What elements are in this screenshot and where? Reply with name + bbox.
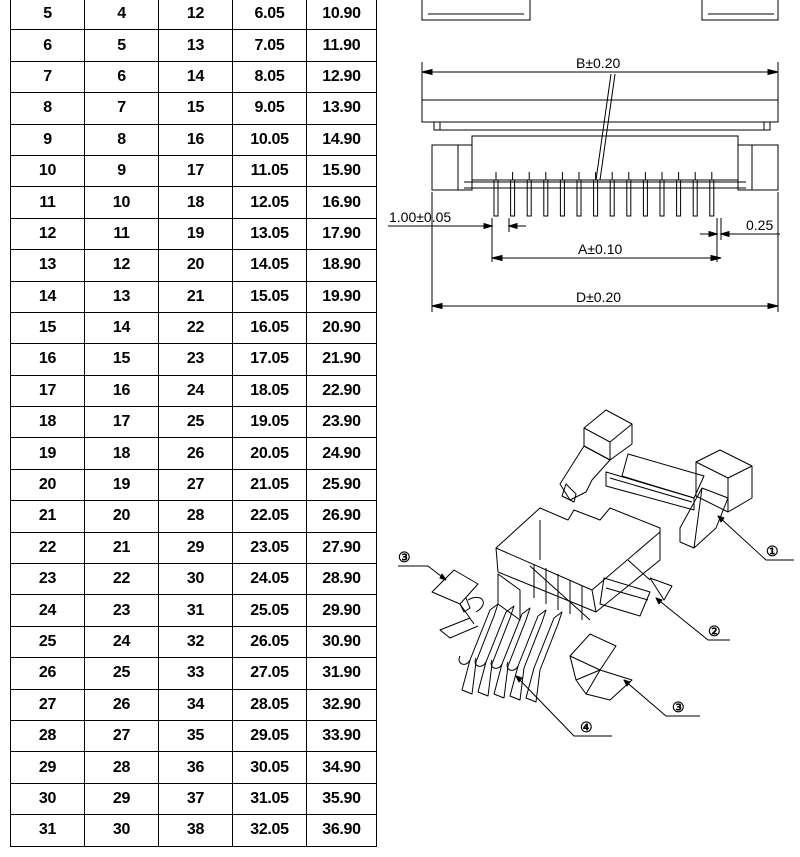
table-cell: 10.05	[233, 124, 307, 155]
table-cell: 15.05	[233, 281, 307, 312]
table-cell: 19	[85, 469, 159, 500]
table-cell: 27.90	[307, 532, 377, 563]
table-cell: 20	[85, 501, 159, 532]
table-cell: 20	[159, 250, 233, 281]
table-cell: 27	[11, 689, 85, 720]
leader-lines	[398, 516, 794, 736]
contact-pin	[594, 180, 598, 216]
table-cell: 24	[85, 626, 159, 657]
table-cell: 30.90	[307, 626, 377, 657]
table-cell: 22	[85, 564, 159, 595]
table-cell: 14.90	[307, 124, 377, 155]
table-cell: 31	[159, 595, 233, 626]
table-cell: 32	[159, 626, 233, 657]
callout-contacts: ④	[580, 720, 593, 736]
table-cell: 31.90	[307, 658, 377, 689]
contact-pin	[677, 180, 681, 216]
dim-b-label: B±0.20	[576, 55, 621, 71]
table-cell: 34.90	[307, 752, 377, 783]
table-cell: 9	[11, 124, 85, 155]
callout-housing: ①	[766, 544, 779, 560]
table-cell: 26	[85, 689, 159, 720]
table-cell: 7	[11, 61, 85, 92]
table-cell: 25	[11, 626, 85, 657]
table-cell: 18	[159, 187, 233, 218]
table-cell: 8.05	[233, 61, 307, 92]
table-cell: 20	[11, 469, 85, 500]
table-cell: 25	[85, 658, 159, 689]
part-tab-right	[570, 634, 632, 700]
table-cell: 23.90	[307, 407, 377, 438]
table-cell: 31	[11, 815, 85, 846]
table-cell: 19	[11, 438, 85, 469]
table-cell: 16.90	[307, 187, 377, 218]
dimension-a	[492, 241, 721, 261]
table-cell: 20.90	[307, 312, 377, 343]
contact-pin	[627, 180, 631, 216]
table-cell: 18.90	[307, 250, 377, 281]
callout-slider: ②	[708, 624, 721, 640]
table-cell: 21	[159, 281, 233, 312]
table-cell: 33	[159, 658, 233, 689]
table-cell: 29	[85, 783, 159, 814]
contact-pins	[494, 172, 714, 216]
dim-pin-width-label: 0.25	[746, 217, 774, 233]
table-cell: 12	[159, 0, 233, 30]
table-cell: 36.90	[307, 815, 377, 846]
table-cell: 13	[85, 281, 159, 312]
table-cell: 27	[159, 469, 233, 500]
table-cell: 25.90	[307, 469, 377, 500]
table-cell: 23.05	[233, 532, 307, 563]
table-cell: 28	[85, 752, 159, 783]
table-cell: 12.05	[233, 187, 307, 218]
contact-pin	[610, 180, 614, 216]
table-cell: 29	[159, 532, 233, 563]
contact-pin	[560, 180, 564, 216]
table-cell: 13.05	[233, 218, 307, 249]
table-cell: 21	[11, 501, 85, 532]
table-cell: 18	[85, 438, 159, 469]
contact-pin	[511, 180, 515, 216]
table-cell: 17.05	[233, 344, 307, 375]
table-cell: 17	[85, 407, 159, 438]
contact-pin	[577, 180, 581, 216]
table-cell: 30	[159, 564, 233, 595]
table-cell: 28	[11, 720, 85, 751]
table-cell: 26.05	[233, 626, 307, 657]
contact-pin	[643, 180, 647, 216]
table-cell: 30	[11, 783, 85, 814]
table-cell: 7.05	[233, 30, 307, 61]
table-cell: 26.90	[307, 501, 377, 532]
table-cell: 14	[85, 312, 159, 343]
part-slider	[496, 508, 672, 620]
table-cell: 15.90	[307, 155, 377, 186]
dimension-pitch	[388, 209, 526, 262]
table-cell: 34	[159, 689, 233, 720]
table-cell: 21	[85, 532, 159, 563]
table-cell: 12	[85, 250, 159, 281]
table-cell: 10.90	[307, 0, 377, 30]
table-cell: 23	[159, 344, 233, 375]
table-cell: 21.05	[233, 469, 307, 500]
table-cell: 19.05	[233, 407, 307, 438]
table-cell: 11.90	[307, 30, 377, 61]
callout-tab-left: ③	[398, 550, 411, 566]
table-cell: 10	[85, 187, 159, 218]
table-cell: 8	[11, 93, 85, 124]
table-cell: 28.90	[307, 564, 377, 595]
table-cell: 7	[85, 93, 159, 124]
table-cell: 26	[159, 438, 233, 469]
exploded-view	[398, 410, 794, 736]
callout-tab-right: ③	[672, 700, 685, 716]
table-cell: 22.05	[233, 501, 307, 532]
table-cell: 24	[159, 375, 233, 406]
table-cell: 14	[159, 61, 233, 92]
table-cell: 23	[85, 595, 159, 626]
table-cell: 35	[159, 720, 233, 751]
part-tab-left	[432, 570, 483, 638]
table-cell: 30	[85, 815, 159, 846]
table-cell: 5	[85, 30, 159, 61]
contact-pin	[660, 180, 664, 216]
table-cell: 6	[11, 30, 85, 61]
part-contacts	[459, 604, 562, 702]
table-cell: 26	[11, 658, 85, 689]
table-cell: 12.90	[307, 61, 377, 92]
table-cell: 20.05	[233, 438, 307, 469]
table-cell: 5	[11, 0, 85, 30]
table-cell: 31.05	[233, 783, 307, 814]
table-cell: 28	[159, 501, 233, 532]
contact-pin	[527, 180, 531, 216]
table-cell: 11	[85, 218, 159, 249]
table-cell: 12	[11, 218, 85, 249]
table-cell: 14	[11, 281, 85, 312]
dim-d-label: D±0.20	[576, 289, 622, 305]
table-cell: 30.05	[233, 752, 307, 783]
table-cell: 18.05	[233, 375, 307, 406]
table-cell: 21.90	[307, 344, 377, 375]
table-cell: 32.05	[233, 815, 307, 846]
contact-pin	[494, 180, 498, 216]
table-cell: 16	[159, 124, 233, 155]
contact-pin	[544, 180, 548, 216]
table-cell: 19	[159, 218, 233, 249]
table-cell: 37	[159, 783, 233, 814]
dim-a-label: A±0.10	[578, 241, 623, 257]
table-cell: 6	[85, 61, 159, 92]
table-cell: 17	[11, 375, 85, 406]
top-view-fragment	[422, 0, 778, 20]
table-cell: 33.90	[307, 720, 377, 751]
table-cell: 13	[11, 250, 85, 281]
table-cell: 22.90	[307, 375, 377, 406]
dimension-b	[422, 55, 778, 180]
table-cell: 13	[159, 30, 233, 61]
table-cell: 16	[85, 375, 159, 406]
table-cell: 11	[11, 187, 85, 218]
table-cell: 13.90	[307, 93, 377, 124]
table-cell: 8	[85, 124, 159, 155]
table-cell: 17.90	[307, 218, 377, 249]
table-cell: 27.05	[233, 658, 307, 689]
table-cell: 36	[159, 752, 233, 783]
table-cell: 9	[85, 155, 159, 186]
table-cell: 25.05	[233, 595, 307, 626]
table-cell: 29	[11, 752, 85, 783]
table-cell: 23	[11, 564, 85, 595]
table-cell: 19.90	[307, 281, 377, 312]
table-cell: 16.05	[233, 312, 307, 343]
table-cell: 22	[11, 532, 85, 563]
table-cell: 24.05	[233, 564, 307, 595]
table-cell: 22	[159, 312, 233, 343]
table-cell: 4	[85, 0, 159, 30]
dim-pitch-label: 1.00±0.05	[389, 209, 452, 225]
part-housing	[560, 410, 752, 548]
table-cell: 27	[85, 720, 159, 751]
contact-pin	[693, 180, 697, 216]
table-cell: 11.05	[233, 155, 307, 186]
table-cell: 35.90	[307, 783, 377, 814]
table-cell: 14.05	[233, 250, 307, 281]
contact-pin	[710, 180, 714, 216]
table-cell: 6.05	[233, 0, 307, 30]
table-cell: 15	[85, 344, 159, 375]
table-cell: 38	[159, 815, 233, 846]
table-cell: 17	[159, 155, 233, 186]
table-cell: 9.05	[233, 93, 307, 124]
table-cell: 29.90	[307, 595, 377, 626]
table-cell: 25	[159, 407, 233, 438]
table-cell: 18	[11, 407, 85, 438]
table-cell: 15	[11, 312, 85, 343]
table-cell: 24.90	[307, 438, 377, 469]
table-cell: 24	[11, 595, 85, 626]
table-cell: 10	[11, 155, 85, 186]
table-cell: 16	[11, 344, 85, 375]
table-cell: 28.05	[233, 689, 307, 720]
table-cell: 15	[159, 93, 233, 124]
table-cell: 32.90	[307, 689, 377, 720]
table-cell: 29.05	[233, 720, 307, 751]
